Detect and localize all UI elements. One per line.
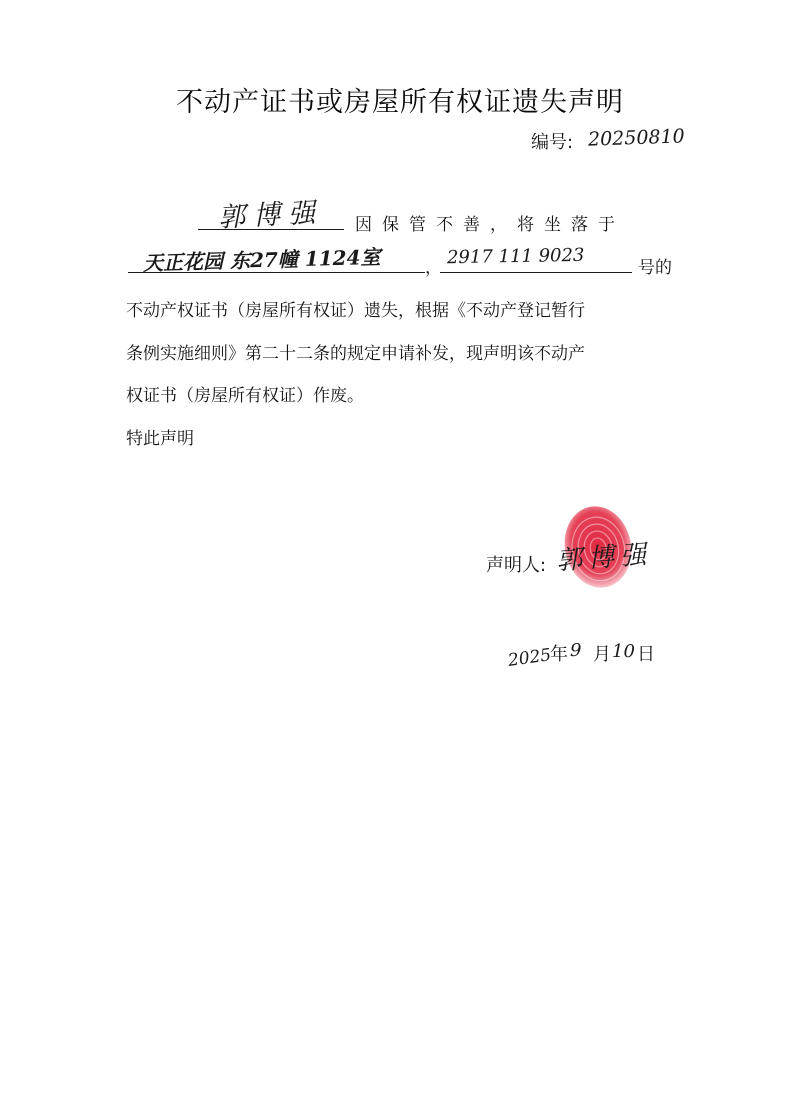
address-underline	[128, 272, 425, 273]
clause-text-1: 因保管不善，将坐落于	[355, 215, 625, 235]
certificate-number-handwritten: 2917 111 9023	[446, 244, 585, 269]
owner-name-underline	[198, 229, 344, 230]
body-line-4: 权证书（房屋所有权证）作废。	[126, 386, 364, 406]
serial-label: 编号:	[531, 132, 574, 153]
document-title: 不动产证书或房屋所有权证遗失声明	[176, 87, 624, 118]
date-day: 10	[612, 641, 635, 662]
date-day-unit: 日	[637, 644, 655, 665]
owner-name-handwritten: 郭博强	[217, 197, 324, 234]
comma-separator: ，	[425, 258, 442, 278]
body-line-2: 不动产权证书（房屋所有权证）遗失，根据《不动产登记暂行	[126, 301, 585, 321]
date-year-unit: 年	[550, 644, 568, 665]
date-month: 9	[570, 640, 582, 661]
date-year: 2025	[506, 645, 553, 671]
declarant-label: 声明人:	[486, 555, 547, 576]
clause-suffix: 号的	[638, 258, 672, 278]
property-address-handwritten: 天正花园 东27幢 1124室	[142, 244, 381, 276]
serial-number: 20250810	[587, 125, 686, 151]
closing-statement: 特此声明	[126, 429, 194, 449]
cert-number-underline	[440, 272, 632, 273]
date-month-unit: 月	[593, 644, 611, 665]
declarant-signature: 郭博强	[555, 539, 654, 577]
body-line-3: 条例实施细则》第二十二条的规定申请补发，现声明该不动产	[126, 344, 585, 364]
